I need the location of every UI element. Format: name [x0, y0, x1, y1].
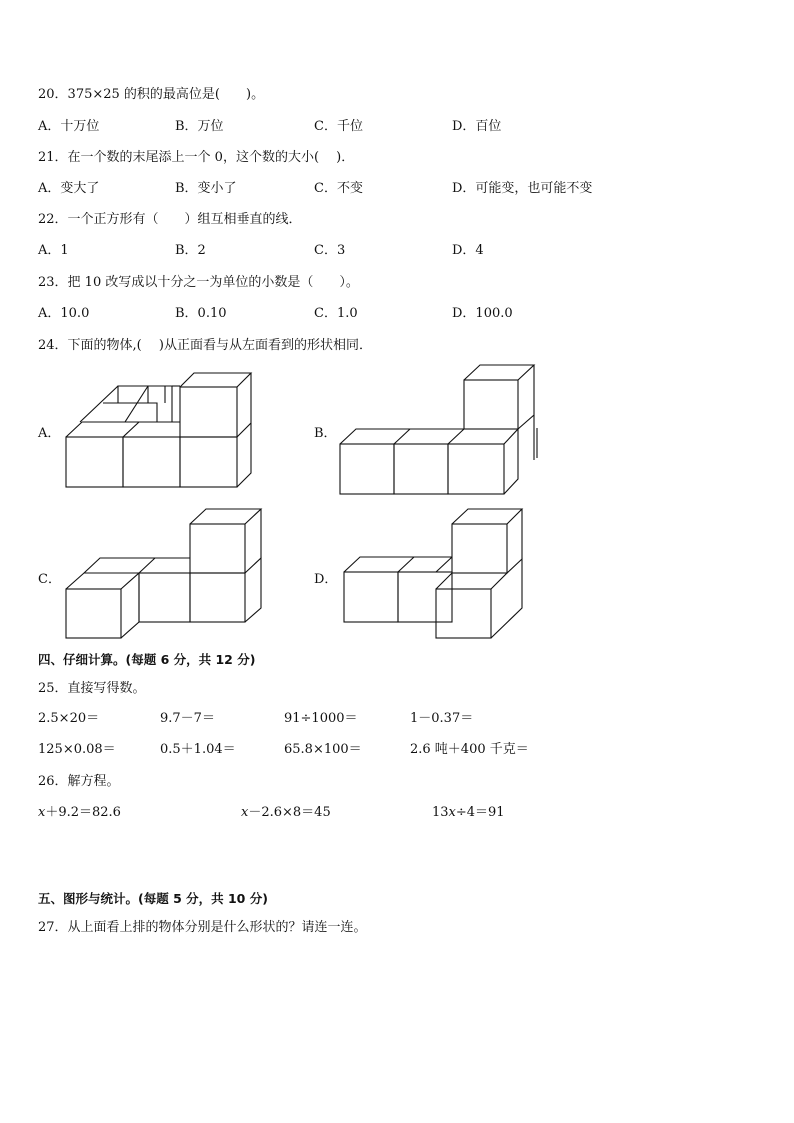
- question-22-option-c: C．3: [314, 243, 346, 258]
- figure-b-label: B．: [314, 426, 337, 441]
- question-20-option-b: B．万位: [175, 119, 224, 134]
- question-23-stem: 23．把 10 改写成以十分之一为单位的小数是（ ）。: [38, 275, 359, 290]
- question-21-option-c: C．不变: [314, 181, 363, 196]
- equation-item: 𝑥＋9.2＝82.6: [38, 805, 121, 820]
- calc-item: 65.8×100＝: [284, 742, 362, 757]
- question-20-option-d: D．百位: [452, 119, 502, 134]
- question-20-option-c: C．千位: [314, 119, 363, 134]
- question-22-option-a: A．1: [38, 243, 69, 258]
- equation-item: 𝑥－2.6×8＝45: [241, 805, 331, 820]
- question-21-stem: 21．在一个数的末尾添上一个 0，这个数的大小( )．: [38, 150, 355, 165]
- question-21-option-b: B．变小了: [175, 181, 237, 196]
- question-24-stem: 24．下面的物体,( )从正面看与从左面看到的形状相同．: [38, 338, 372, 353]
- question-23-option-a: A．10.0: [38, 306, 90, 321]
- question-25-stem: 25．直接写得数。: [38, 681, 146, 696]
- calc-item: 9.7－7＝: [160, 711, 215, 726]
- calc-item: 2.6 吨＋400 千克＝: [410, 742, 529, 757]
- calc-item: 91÷1000＝: [284, 711, 358, 726]
- question-21-option-a: A．变大了: [38, 181, 100, 196]
- section-4-title: 四、仔细计算。(每题 6 分，共 12 分): [38, 652, 256, 667]
- question-27-stem: 27．从上面看上排的物体分别是什么形状的？请连一连。: [38, 920, 367, 935]
- section-5-title: 五、图形与统计。(每题 5 分，共 10 分): [38, 891, 268, 906]
- calc-item: 0.5＋1.04＝: [160, 742, 236, 757]
- calc-item: 125×0.08＝: [38, 742, 116, 757]
- question-22-stem: 22．一个正方形有（ ）组互相垂直的线．: [38, 212, 302, 227]
- calc-item: 1－0.37＝: [410, 711, 474, 726]
- question-22-option-d: D．4: [452, 243, 484, 258]
- question-20-option-a: A．十万位: [38, 119, 100, 134]
- calc-item: 2.5×20＝: [38, 711, 100, 726]
- question-21-option-d: D．可能变，也可能不变: [452, 181, 593, 196]
- question-23-option-b: B．0.10: [175, 306, 227, 321]
- question-20-stem: 20．375×25 的积的最高位是( )。: [38, 87, 265, 102]
- figure-c-label: C．: [38, 572, 61, 587]
- figure-a-label: A．: [38, 426, 61, 441]
- question-22-option-b: B．2: [175, 243, 206, 258]
- figure-d-label: D．: [314, 572, 338, 587]
- equation-item: 13𝑥÷4＝91: [432, 805, 505, 820]
- question-23-option-c: C．1.0: [314, 306, 358, 321]
- question-26-stem: 26．解方程。: [38, 774, 120, 789]
- question-23-option-d: D．100.0: [452, 306, 513, 321]
